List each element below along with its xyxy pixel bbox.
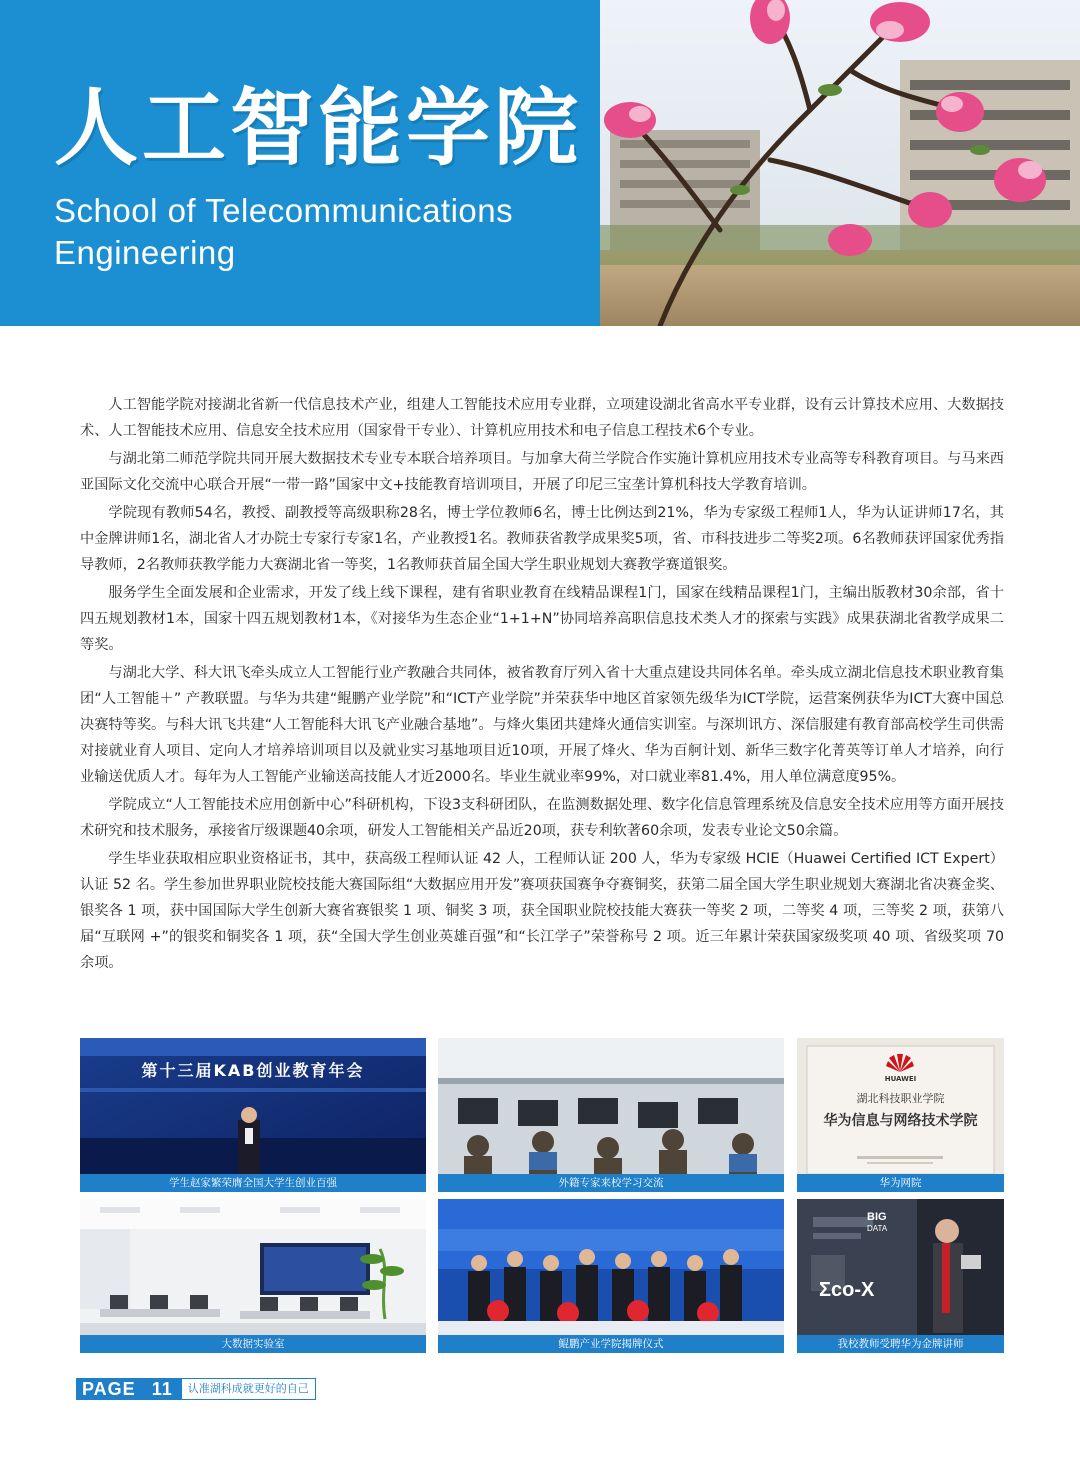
photo-caption: 鲲鹏产业学院揭牌仪式 [438,1335,784,1353]
paragraph: 学生毕业获取相应职业资格证书，其中，获高级工程师认证 42 人，工程师认证 200 人，华为专家级 HCIE（Huawei Certified ICT Expert）认证 52 名。学生参加世界职业院校技能大赛国际组“大数据应用开发”赛项获国赛争夺赛铜奖，获第二届全国大学生职业规划大赛湖北省决赛金奖、银奖各 1 项，获中国国际大学生创新大赛省赛银奖 1 项、铜奖 3 项，获全国职业院校技能大赛获一等奖 2 项，二等奖 4 项，三等奖 2 项，获第八届“互联网 +”的银奖和铜奖各 1 项，获“全国大学生创业英雄百强”和“长江学子”荣誉称号 2 项。近三年累计荣获国家级奖项 40 项、省级奖项 70 余项。 [80,851,1004,971]
photo-gold-instructor [797,1199,1004,1353]
paragraph: 服务学生全面发展和企业需求，开发了线上线下课程，建有省职业教育在线精品课程1门，国家在线精品课程1门，主编出版教材30余部，省十四五规划教材1本，国家十四五规划教材1本，《对接华为生态企业“1+1+N”协同培养高职信息技术类人才的探索与实践》成果获湖北省教学成果二等奖。 [80,585,1004,653]
page-title: 人工智能学院 [54,79,583,177]
screen-text-data: DATA [867,1224,888,1233]
paragraph: 学院成立“人工智能技术应用创新中心”科研机构，下设3支科研团队，在监测数据处理、数字化信息管理系统及信息安全技术应用等方面开展技术研究和技术服务，承接省厅级课题40余项，研发人工智能相关产品近20项，获专利软著60余项，发表专业论文50余篇。 [80,797,1004,839]
subtitle-line-1: School of Telecommunications [54,192,514,229]
paragraph: 与湖北第二师范学院共同开展大数据技术专业专本联合培养项目。与加拿大荷兰学院合作实施计算机应用技术专业高等专科教育项目。与马来西亚国际文化交流中心联合开展“一带一路”国家中文+技能教育培训项目，开展了印尼三宝垄计算机科技大学教育培训。 [80,451,1004,493]
photo-huawei-plaque [797,1038,1004,1192]
photo-caption: 华为网院 [797,1174,1004,1192]
photo-caption: 我校教师受聘华为金牌讲师 [797,1335,1004,1353]
photo-banner-text: 第十三届KAB创业教育年会 [141,1061,365,1080]
photo-kunpeng-ceremony [438,1199,784,1353]
paragraph: 人工智能学院对接湖北省新一代信息技术产业，组建人工智能技术应用专业群，立项建设湖北省高水平专业群，设有云计算技术应用、大数据技术、人工智能技术应用、信息安全技术应用（国家骨干专业）、计算机应用技术和电子信息工程技术6个专业。 [80,397,1004,439]
plaque-line-1: 湖北科技职业学院 [856,1092,945,1105]
photo-caption: 大数据实验室 [80,1335,426,1353]
footer-slogan: 认准湖科成就更好的自己 [181,1378,316,1400]
photo-big-data-lab [80,1199,426,1353]
photo-caption: 学生赵家繁荣膺全国大学生创业百强 [80,1174,426,1192]
screen-text-ecox: Σco-X [819,1279,875,1301]
photo-kab-conference [80,1038,426,1192]
page-footer [76,1378,316,1400]
photo-foreign-experts [438,1038,784,1192]
paragraph: 与湖北大学、科大讯飞牵头成立人工智能行业产教融合共同体，被省教育厅列入省十大重点建设共同体名单。牵头成立湖北信息技术职业教育集团“人工智能＋” 产教联盟。与华为共建“鲲鹏产业学院”和“ICT产业学院”并荣获华中地区首家领先级华为ICT学院，运营案例获华为ICT大赛中国总决赛特等奖。与科大讯飞共建“人工智能科大讯飞产业融合基地”。与烽火集团共建烽火通信实训室。与深圳讯方、深信服建有教育部高校学生司供需对接就业育人项目、定向人才培养培训项目以及就业实习基地项目近10项，开展了烽火、华为百舸计划、新华三数字化菁英等订单人才培养，向行业输送优质人才。每年为人工智能产业输送高技能人才近2000名。毕业生就业率99%，对口就业率81.4%，用人单位满意度95%。 [80,665,1004,785]
page-subtitle [54,190,594,274]
page-number-box [76,1378,181,1400]
photo-caption: 外籍专家来校学习交流 [438,1174,784,1192]
body-text [80,392,1004,978]
screen-text-big: BIG [867,1211,887,1223]
plaque-line-2: 华为信息与网络技术学院 [823,1113,978,1129]
paragraph: 学院现有教师54名，教授、副教授等高级职称28名，博士学位教师6名，博士比例达到21%，华为专家级工程师1人，华为认证讲师17名，其中金牌讲师1名，湖北省人才办院士专家行专家1名，产业教授1名。教师获省教学成果奖5项，省、市科技进步二等奖2项。6名教师获评国家优秀指导教师，2名教师获教学能力大赛湖北省一等奖，1名教师获首届全国大学生职业规划大赛教学赛道银奖。 [80,505,1004,573]
page-number: 11 [151,1379,173,1399]
hero-photo-magnolia [600,0,1080,326]
page-label: PAGE [82,1379,136,1399]
huawei-brand: HUAWEI [884,1075,917,1083]
subtitle-line-2: Engineering [54,234,236,271]
